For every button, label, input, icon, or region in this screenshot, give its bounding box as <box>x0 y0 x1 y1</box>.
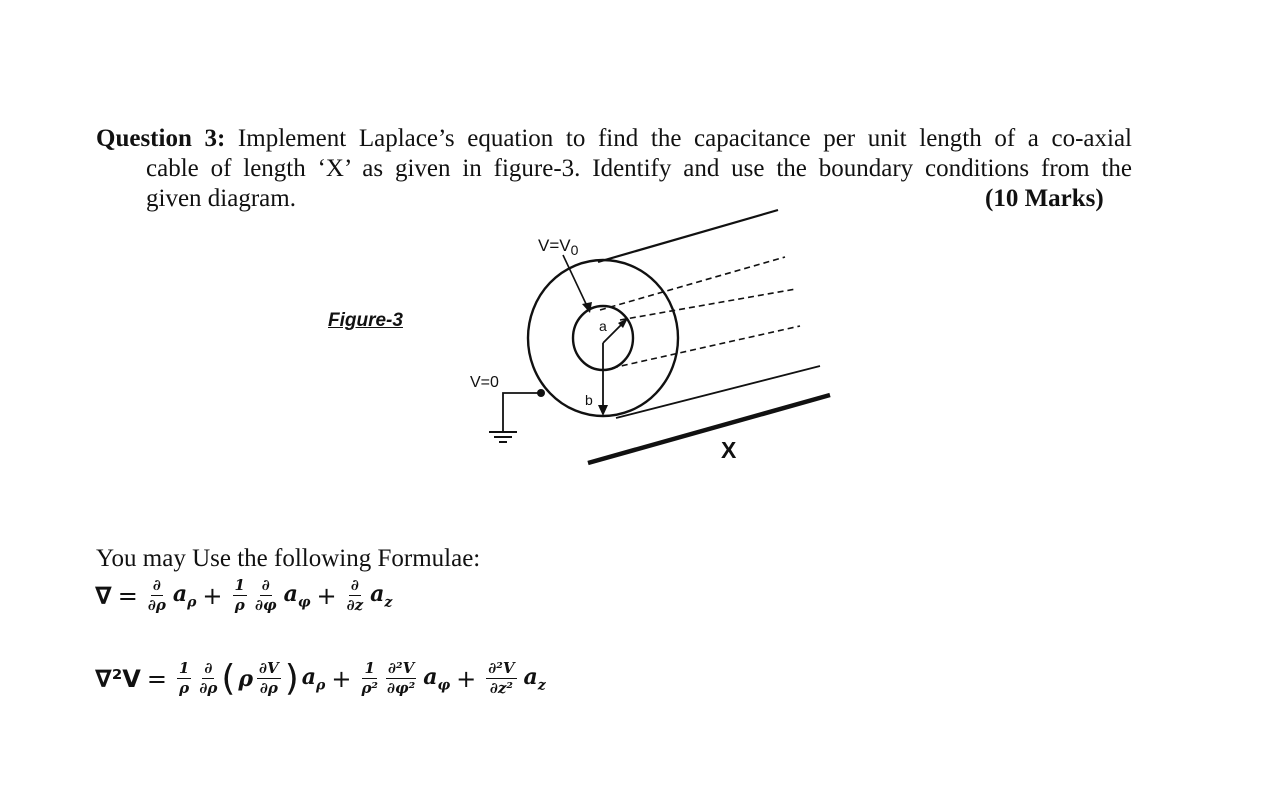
question-line-3: given diagram. <box>146 185 296 212</box>
ground-potential-label: V=0 <box>470 374 499 391</box>
equals-sign: = <box>146 664 167 693</box>
plus-sign: + <box>316 581 337 610</box>
length-bar <box>588 395 830 463</box>
plus-sign: + <box>202 581 223 610</box>
radius-b-arrowhead <box>598 405 608 416</box>
unit-vector: $a_\varphi$ <box>423 663 451 694</box>
outer-potential-label: $V=V_0$ <box>538 236 579 258</box>
fraction: $\frac{\partial}{\partial z}$ <box>346 576 364 614</box>
hidden-line-2 <box>620 289 797 320</box>
question-line-2: cable of length ‘X’ as given in figure-3. Identify and use the boundary conditions from the <box>146 155 1132 182</box>
fraction: $\frac{1}{\text{ρ²}}$ <box>361 659 378 697</box>
figure-caption: Figure-3 <box>328 310 403 331</box>
formula-intro: You may Use the following Formulae: <box>96 545 481 572</box>
fraction: $\frac{\text{∂²V}}{\text{∂z²}}$ <box>488 659 515 697</box>
gradient-formula <box>95 577 392 614</box>
ground-wire <box>503 393 541 432</box>
fraction: $\frac{\partial}{\partial\varphi}$ <box>254 576 277 614</box>
question-line-1 <box>96 124 1132 154</box>
fraction: $\frac{\partial}{\partial\rho}$ <box>147 576 166 614</box>
nabla-symbol: ∇ <box>95 581 112 610</box>
marks-label: (10 Marks) <box>985 185 1104 212</box>
close-paren: ) <box>284 657 299 699</box>
unit-vector: $a_z$ <box>370 580 393 611</box>
hidden-line-3 <box>612 326 800 368</box>
plus-sign: + <box>331 664 352 693</box>
inner-radius-label: a <box>599 318 607 334</box>
fraction: $\frac{\text{∂²V}}{\text{∂φ²}}$ <box>387 659 416 697</box>
fraction: $\frac{\partial V}{\partial\rho}$ <box>259 659 279 697</box>
unit-vector: $a_\rho$ <box>301 663 326 694</box>
equals-sign: = <box>117 581 138 610</box>
laplacian-lhs: ∇²V <box>95 664 141 693</box>
fraction: $\frac{\partial}{\partial\rho}$ <box>199 659 218 697</box>
unit-vector: $a_\varphi$ <box>283 580 311 611</box>
fraction: $\frac{1}{\rho}$ <box>178 659 190 697</box>
outer-radius-label: b <box>585 392 593 408</box>
length-label: X <box>721 437 737 463</box>
cylinder-bottom-edge <box>616 366 820 418</box>
rho-symbol: ρ <box>238 665 254 692</box>
laplacian-formula <box>95 657 546 699</box>
coaxial-cable-diagram <box>455 200 845 475</box>
unit-vector: $a_z$ <box>523 663 546 694</box>
question-label: Question 3: <box>96 125 226 152</box>
unit-vector: $a_\rho$ <box>172 580 197 611</box>
plus-sign: + <box>456 664 477 693</box>
fraction: $\frac{1}{\rho}$ <box>234 576 245 614</box>
cylinder-top-edge <box>598 210 778 262</box>
question-text-1: Implement Laplace’s equation to find the capacitance per unit length of a co-axial <box>237 125 1133 152</box>
open-paren: ( <box>221 657 236 699</box>
